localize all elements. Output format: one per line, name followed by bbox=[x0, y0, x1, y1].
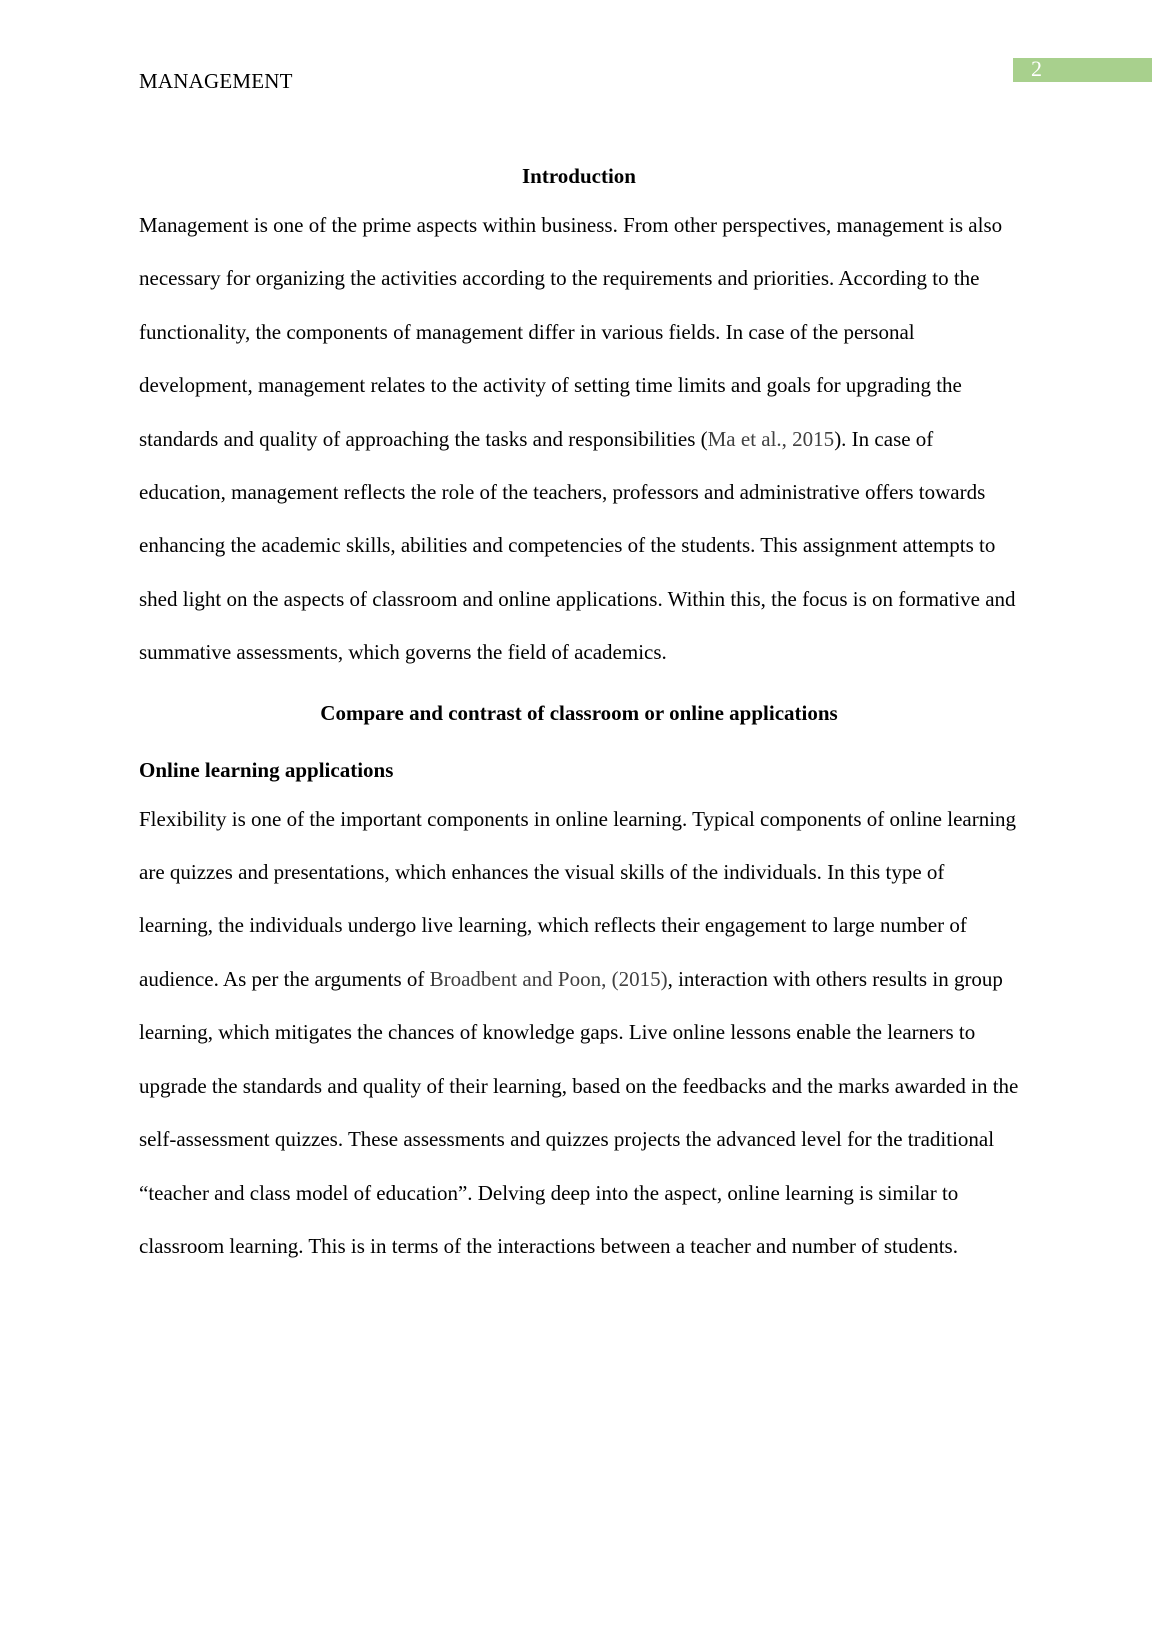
running-head: MANAGEMENT bbox=[139, 69, 293, 93]
introduction-heading: Introduction bbox=[522, 164, 636, 188]
online-learning-subheading: Online learning applications bbox=[139, 757, 394, 782]
online-learning-paragraph bbox=[139, 793, 1019, 1274]
introduction-paragraph bbox=[139, 199, 1019, 680]
intro-text-part-1: Management is one of the prime aspects within business. From other perspectives, management is also necessary for organizing the activities according to the requirements and priorities. According to the functionality, the components of management differ in various fields. In case of the personal development, management relates to the activity of setting time limits and goals for upgrading the standards and quality of approaching the tasks and responsibilities ( bbox=[139, 213, 1003, 451]
citation-broadbent-poon-2015: Broadbent and Poon, (2015) bbox=[429, 966, 668, 991]
citation-ma-2015: Ma et al., 2015 bbox=[707, 426, 835, 451]
intro-text-part-2: ). In case of education, management reflects the role of the teachers, professors and administrative offers towards enhancing the academic skills, abilities and competencies of the students. This assignment attempts to shed light on the aspects of classroom and online applications. Within this, the focus is on formative and summative assessments, which governs the field of academics. bbox=[139, 426, 1016, 665]
page-number: 2 bbox=[1031, 56, 1042, 81]
compare-contrast-heading: Compare and contrast of classroom or online applications bbox=[320, 700, 838, 725]
online-text-part-2: , interaction with others results in group learning, which mitigates the chances of knowledge gaps. Live online lessons enable the learners to upgrade the standards and quality of their learning, based on the feedbacks and the marks awarded in the self-assessment quizzes. These assessments and quizzes projects the advanced level for the traditional “teacher and class model of education”. Delving deep into the aspect, online learning is similar to classroom learning. This is in terms of the interactions between a teacher and number of students. bbox=[139, 966, 1019, 1258]
document-body bbox=[139, 160, 1019, 1273]
online-text-part-1: Flexibility is one of the important components in online learning. Typical components of online learning are quizzes and presentations, which enhances the visual skills of the individuals. In this type of learning, the individuals undergo live learning, which reflects their engagement to large number of audience. As per the arguments of bbox=[139, 806, 1017, 991]
page-number-badge bbox=[1013, 58, 1152, 82]
